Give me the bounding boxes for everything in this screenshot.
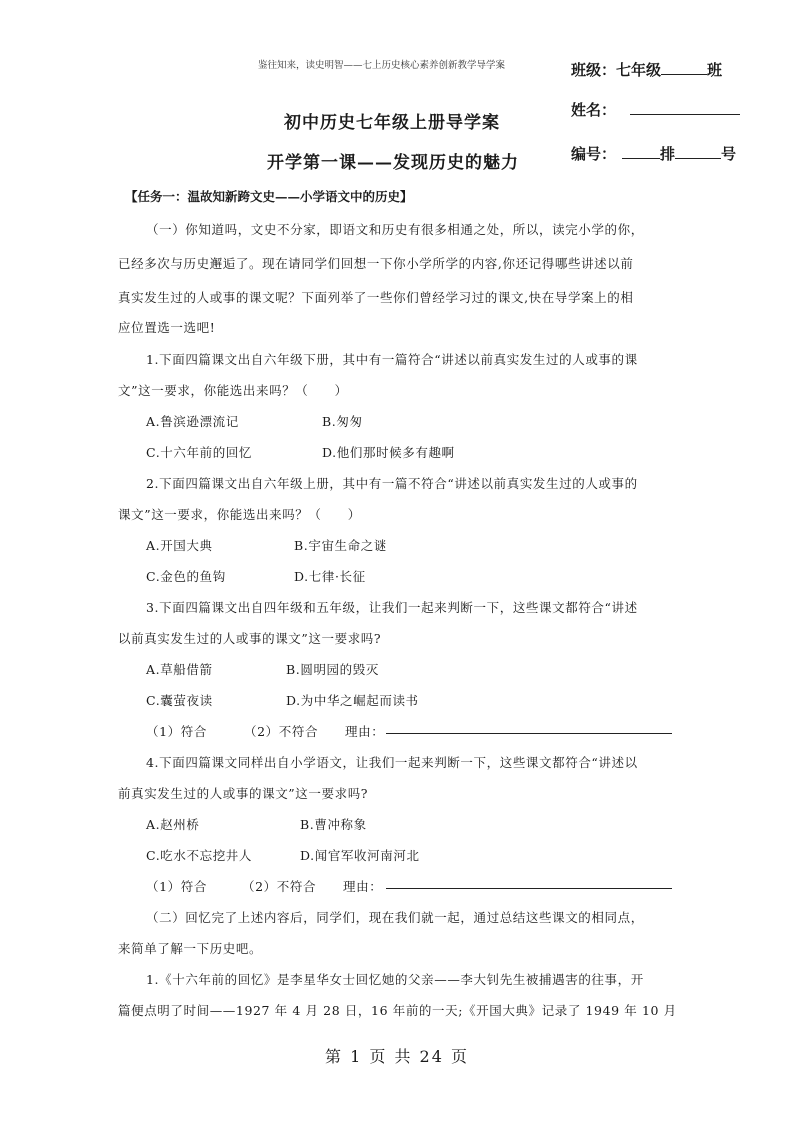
page-number: 第 1 页 共 24 页 (325, 1047, 469, 1066)
number-label: 编号： (571, 145, 617, 163)
header-motto: 鉴往知来，读史明智——七上历史核心素养创新教学导学案 (258, 60, 506, 71)
q3-option-b[interactable]: B.圆明园的毁灭 (286, 662, 379, 677)
q4-option-d[interactable]: D.闻官军收河南河北 (300, 848, 420, 863)
part2-line: （二）回忆完了上述内容后，同学们，现在我们就一起，通过总结这些课文的相同点， (146, 910, 644, 925)
q1-stem: 文”这一要求，你能选出来吗？（ ） (118, 383, 348, 398)
name-blank[interactable] (630, 100, 740, 115)
q1-option-d[interactable]: D.他们那时候多有趣啊 (322, 445, 455, 460)
q3-stem: 以前真实发生过的人或事的课文”这一要求吗? (118, 631, 382, 646)
class-label: 班级：七年级 (571, 61, 662, 79)
q1-stem: 1.下面四篇课文出自六年级下册，其中有一篇符合“讲述以前真实发生过的人或事的课 (146, 352, 638, 367)
q2-option-b[interactable]: B.宇宙生命之谜 (294, 538, 387, 553)
q4-judge-no[interactable]: （2）不符合 (242, 879, 317, 894)
q3-judge-yes[interactable]: （1）符合 (146, 724, 207, 739)
q4-judge-yes[interactable]: （1）符合 (146, 879, 207, 894)
number-blank-2[interactable] (675, 144, 721, 159)
q3-stem: 3.下面四篇课文出自四年级和五年级，让我们一起来判断一下，这些课文都符合“讲述 (146, 600, 638, 615)
q2-option-a[interactable]: A.开国大典 (146, 538, 213, 553)
number-field (571, 143, 736, 164)
q2-option-c[interactable]: C.金色的鱼钩 (146, 569, 226, 584)
name-label: 姓名： (571, 101, 617, 119)
part2-line: 篇便点明了时间——1927 年 4 月 28 日，16 年前的一天;《开国大典》记录了 1949 年 10 月 (118, 1003, 677, 1018)
intro-line: 真实发生过的人或事的课文呢？下面列举了一些你们曾经学习过的课文,快在导学案上的相 (118, 290, 634, 305)
q3-option-a[interactable]: A.草船借箭 (146, 662, 213, 677)
name-field (571, 99, 740, 120)
q2-option-d[interactable]: D.七律·长征 (294, 569, 366, 584)
task1-heading: 【任务一：温故知新跨文史——小学语文中的历史】 (125, 189, 413, 204)
q4-option-b[interactable]: B.曹冲称象 (300, 817, 367, 832)
q4-stem: 4.下面四篇课文同样出自小学语文，让我们一起来判断一下，这些课文都符合“讲述以 (146, 755, 638, 770)
number-suffix: 号 (721, 145, 737, 163)
class-field (571, 59, 722, 80)
part2-line: 1.《十六年前的回忆》是李星华女士回忆她的父亲——李大钊先生被捕遇害的往事，开 (146, 972, 644, 987)
q3-reason-line[interactable] (386, 733, 672, 734)
number-blank-1[interactable] (622, 144, 660, 159)
q4-option-c[interactable]: C.吃水不忘挖井人 (146, 848, 252, 863)
intro-line: 已经多次与历史邂逅了。现在请同学们回想一下你小学所学的内容,你还记得哪些讲述以前 (118, 256, 634, 271)
class-suffix: 班 (707, 61, 723, 79)
q2-stem: 课文”这一要求，你能选出来吗？（ ） (118, 507, 361, 522)
q3-reason-label: 理由： (345, 724, 385, 739)
q4-option-a[interactable]: A.赵州桥 (146, 817, 200, 832)
q3-option-d[interactable]: D.为中华之崛起而读书 (286, 693, 419, 708)
page-title: 初中历史七年级上册导学案 (284, 113, 500, 133)
q3-judge-no[interactable]: （2）不符合 (244, 724, 319, 739)
part2-line: 来简单了解一下历史吧。 (118, 941, 263, 956)
q4-reason-line[interactable] (386, 888, 672, 889)
q4-reason-label: 理由： (343, 879, 383, 894)
q1-option-c[interactable]: C.十六年前的回忆 (146, 445, 252, 460)
number-mid: 排 (660, 145, 676, 163)
q2-stem: 2.下面四篇课文出自六年级上册，其中有一篇不符合“讲述以前真实发生过的人或事的 (146, 476, 638, 491)
q4-stem: 前真实发生过的人或事的课文”这一要求吗? (118, 786, 369, 801)
class-blank[interactable] (661, 60, 707, 75)
q3-option-c[interactable]: C.囊萤夜读 (146, 693, 213, 708)
q1-option-a[interactable]: A.鲁滨逊漂流记 (146, 414, 239, 429)
page-subtitle: 开学第一课——发现历史的魅力 (267, 153, 519, 173)
intro-line: 应位置选一选吧! (118, 320, 216, 335)
q1-option-b[interactable]: B.匆匆 (322, 414, 363, 429)
intro-line: （一）你知道吗，文史不分家，即语文和历史有很多相通之处，所以，读完小学的你， (146, 222, 644, 237)
